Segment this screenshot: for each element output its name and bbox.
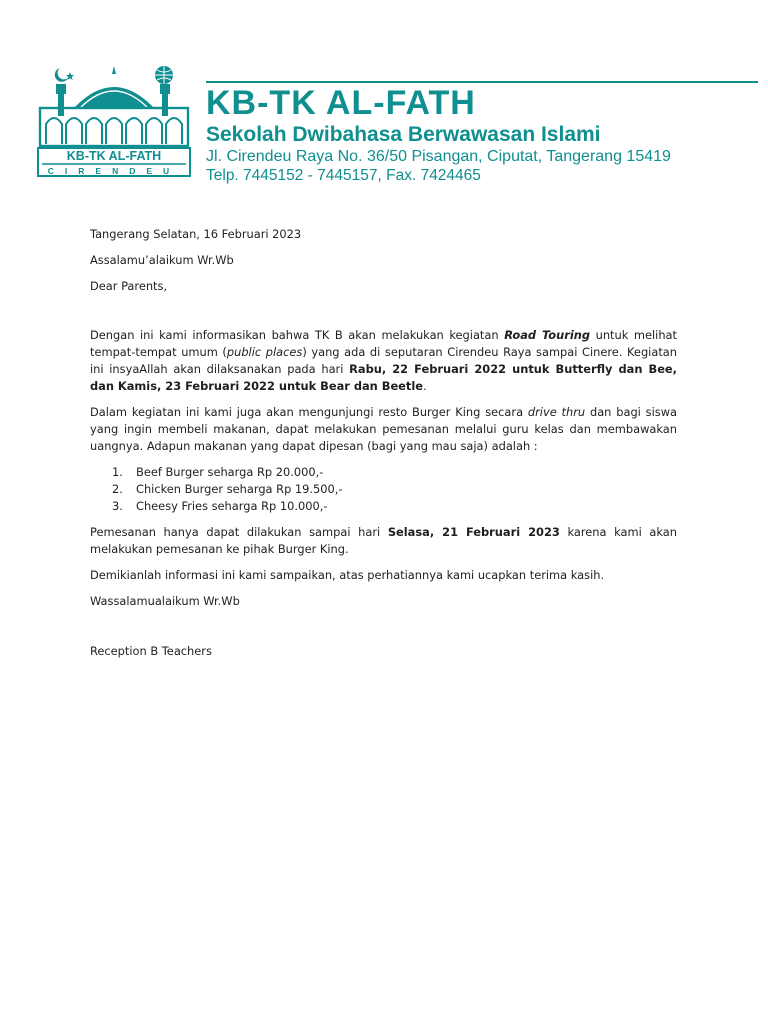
menu-list — [90, 464, 677, 515]
logo-title: KB-TK AL-FATH — [66, 149, 162, 163]
school-logo — [34, 62, 194, 182]
letterhead-rule — [206, 81, 758, 83]
paragraph-italic: public places — [226, 345, 303, 359]
paragraph-burger-king — [90, 404, 677, 455]
school-name: KB-TK AL-FATH — [206, 84, 476, 122]
paragraph-text: Dalam kegiatan ini kami juga akan mengunjungi resto Burger King secara — [90, 405, 528, 419]
paragraph-text: . — [422, 379, 427, 393]
menu-item-text: Beef Burger seharga Rp 20.000,- — [136, 465, 324, 479]
paragraph-text: Pemesanan hanya dapat dilakukan sampai hari — [90, 525, 388, 539]
paragraph-text: untuk melihat tempat-tempat umum ( — [90, 328, 678, 359]
letterhead — [34, 62, 758, 192]
paragraph-text: Dengan ini kami informasikan bahwa TK B akan melakukan kegiatan — [90, 328, 505, 342]
letterhead-brand — [206, 84, 766, 185]
letter-closing: Wassalamualaikum Wr.Wb — [90, 594, 240, 608]
paragraph-road-touring — [90, 327, 677, 395]
order-deadline-date: Selasa, 21 Februari 2023 — [387, 525, 560, 539]
letter-greeting: Assalamu’alaikum Wr.Wb — [90, 253, 234, 267]
menu-item-number: 3. — [112, 499, 123, 513]
menu-item — [112, 481, 677, 498]
paragraph-text: ) yang ada di seputaran Cirendeu Raya sampai Cinere. Kegiatan ini insyaAllah akan dilaksanakan pada hari — [90, 345, 677, 376]
paragraph-italic: drive thru — [527, 405, 586, 419]
logo-subtitle: CIRENDEU — [47, 166, 181, 176]
menu-item — [112, 464, 677, 481]
menu-item-text: Chicken Burger seharga Rp 19.500,- — [136, 482, 343, 496]
menu-item-text: Cheesy Fries seharga Rp 10.000,- — [136, 499, 328, 513]
activity-name: Road Touring — [504, 328, 591, 342]
letter-body — [90, 226, 677, 660]
activity-schedule: Rabu, 22 Februari 2022 untuk Butterfly dan Bee, dan Kamis, 23 Februari 2022 untuk Bear dan Beetle — [90, 362, 677, 393]
school-tagline: Sekolah Dwibahasa Berwawasan Islami — [206, 123, 601, 146]
paragraph-text: karena kami akan melakukan pemesanan ke pihak Burger King. — [90, 525, 677, 556]
school-phone-fax: Telp. 7445152 - 7445157, Fax. 7424465 — [206, 167, 481, 184]
menu-item — [112, 498, 677, 515]
paragraph-text: dan bagi siswa yang ingin membeli makanan, dapat melakukan pemesanan melalui guru kelas dan membawakan uangnya. Adapun makanan yang dapat dipesan (bagi yang mau saja) adalah : — [90, 405, 677, 453]
school-address: Jl. Cirendeu Raya No. 36/50 Pisangan, Ciputat, Tangerang 15419 — [206, 148, 671, 165]
letter-salutation: Dear Parents, — [90, 279, 168, 293]
paragraph-thanks: Demikianlah informasi ini kami sampaikan, atas perhatiannya kami ucapkan terima kasih. — [90, 568, 605, 582]
menu-item-number: 2. — [112, 482, 123, 496]
letter-date: Tangerang Selatan, 16 Februari 2023 — [90, 227, 302, 241]
paragraph-order-deadline — [90, 524, 677, 558]
menu-item-number: 1. — [112, 465, 123, 479]
letter-signature: Reception B Teachers — [90, 644, 212, 658]
